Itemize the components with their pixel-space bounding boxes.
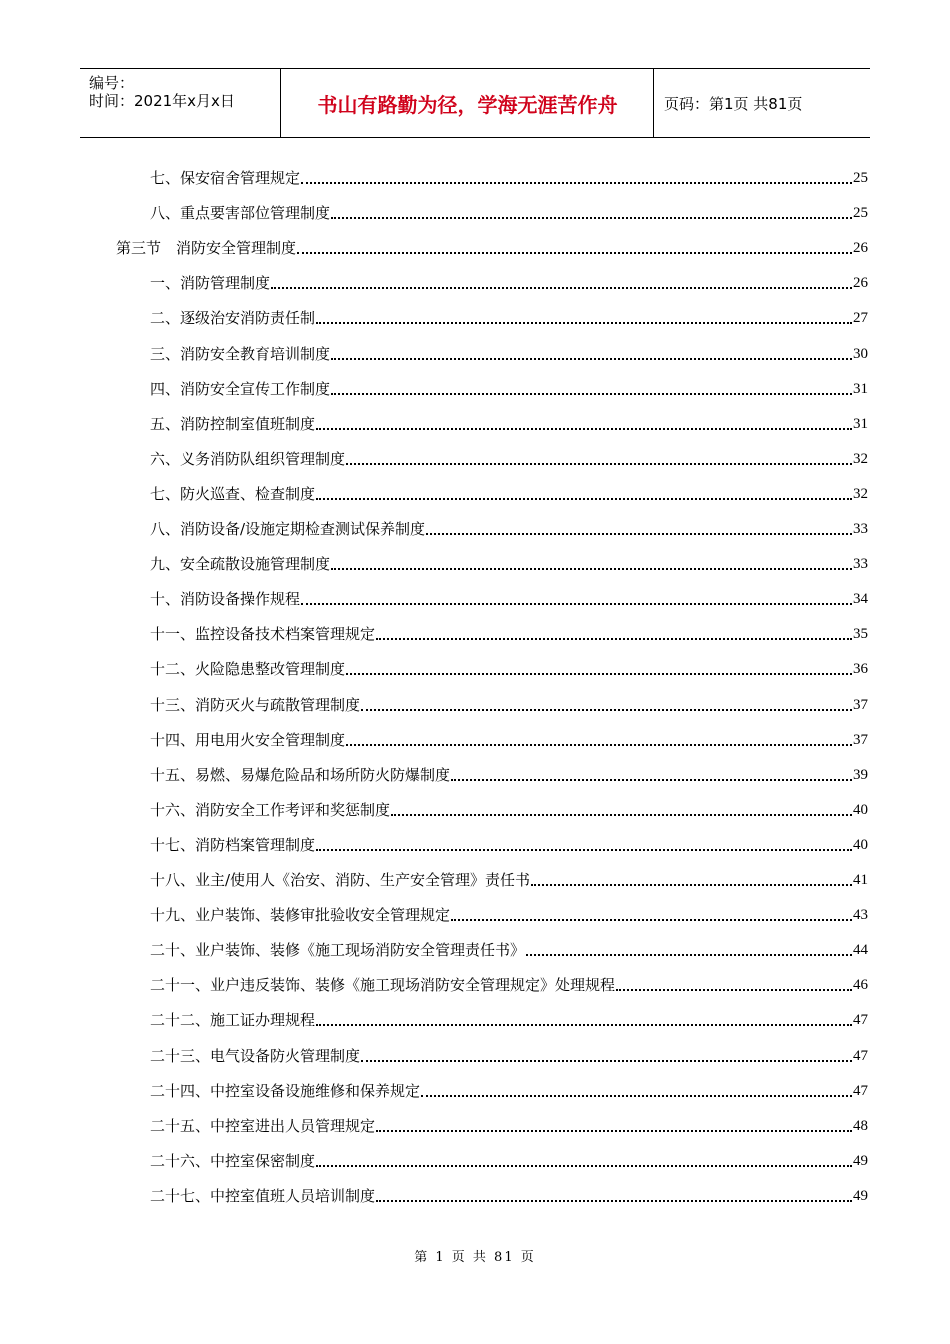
toc-dot-leader bbox=[316, 321, 852, 324]
toc-entry-page: 33 bbox=[853, 521, 868, 537]
toc-entry-page: 49 bbox=[853, 1152, 868, 1169]
toc-entry-title: 二十四、中控室设备设施维修和保养规定 bbox=[150, 1081, 421, 1100]
toc-entry[interactable] bbox=[150, 1076, 868, 1100]
toc-dot-leader bbox=[421, 1094, 852, 1097]
toc-dot-leader bbox=[451, 918, 852, 921]
toc-dot-leader bbox=[297, 251, 852, 254]
toc-entry[interactable] bbox=[150, 1181, 868, 1205]
toc-entry-page: 47 bbox=[853, 1012, 868, 1029]
toc-entry-page: 37 bbox=[853, 731, 868, 748]
toc-entry-page: 31 bbox=[853, 380, 868, 397]
toc-dot-leader bbox=[376, 637, 852, 640]
toc-entry-title: 八、消防设备/设施定期检查测试保养制度 bbox=[150, 520, 426, 538]
toc-entry-title: 九、安全疏散设施管理制度 bbox=[150, 555, 331, 574]
toc-entry-title: 二、逐级治安消防责任制 bbox=[150, 309, 316, 328]
toc-entry-title: 二十六、中控室保密制度 bbox=[150, 1151, 316, 1170]
toc-entry[interactable] bbox=[150, 584, 868, 608]
toc-dot-leader bbox=[316, 1164, 852, 1167]
toc-entry-title: 二十三、电气设备防火管理制度 bbox=[150, 1046, 361, 1065]
toc-entry-title: 十二、火险隐患整改管理制度 bbox=[150, 660, 346, 679]
toc-entry[interactable] bbox=[150, 339, 868, 363]
toc-entry[interactable] bbox=[150, 900, 868, 924]
toc-entry[interactable] bbox=[150, 163, 868, 187]
toc-entry-page: 41 bbox=[853, 872, 868, 888]
toc-entry[interactable] bbox=[150, 268, 868, 292]
toc-entry[interactable] bbox=[150, 970, 868, 994]
toc-entry-title: 十三、消防灭火与疏散管理制度 bbox=[150, 695, 361, 714]
toc-entry-title: 十六、消防安全工作考评和奖惩制度 bbox=[150, 800, 391, 819]
toc-dot-leader bbox=[361, 1059, 852, 1062]
toc-entry[interactable] bbox=[150, 795, 868, 819]
toc-entry-title: 十八、业主/使用人《治安、消防、生产安全管理》责任书 bbox=[150, 871, 531, 889]
toc-entry[interactable] bbox=[150, 479, 868, 503]
toc-dot-leader bbox=[616, 988, 852, 991]
toc-entry-title: 六、义务消防队组织管理制度 bbox=[150, 449, 346, 468]
toc-entry-title: 八、重点要害部位管理制度 bbox=[150, 204, 331, 223]
toc-dot-leader bbox=[331, 567, 852, 570]
toc-dot-leader bbox=[316, 427, 852, 430]
toc-entry-page: 26 bbox=[853, 275, 868, 292]
toc-entry-title: 四、消防安全宣传工作制度 bbox=[150, 379, 331, 398]
toc-dot-leader bbox=[376, 1199, 852, 1202]
toc-entry-title: 十七、消防档案管理制度 bbox=[150, 835, 316, 854]
header-meta bbox=[80, 69, 281, 137]
toc-entry-page: 26 bbox=[853, 240, 868, 257]
toc-dot-leader bbox=[526, 953, 852, 956]
toc-entry-page: 49 bbox=[853, 1187, 868, 1204]
toc-entry-page: 25 bbox=[853, 205, 868, 222]
toc-entry[interactable] bbox=[150, 725, 868, 749]
toc-entry-title: 十、消防设备操作规程 bbox=[150, 590, 301, 609]
toc-dot-leader bbox=[451, 778, 852, 781]
toc-entry[interactable] bbox=[150, 374, 868, 398]
toc-entry[interactable] bbox=[150, 444, 868, 468]
toc-entry-title: 十一、监控设备技术档案管理规定 bbox=[150, 625, 376, 644]
toc-entry[interactable] bbox=[150, 830, 868, 854]
toc-entry-page: 46 bbox=[853, 977, 868, 994]
toc-entry-page: 33 bbox=[853, 556, 868, 573]
toc-entry-page: 47 bbox=[853, 1047, 868, 1064]
toc-entry[interactable] bbox=[150, 409, 868, 433]
toc-entry-page: 35 bbox=[853, 626, 868, 643]
toc-dot-leader bbox=[301, 181, 852, 184]
toc-dot-leader bbox=[316, 1023, 852, 1026]
toc-entry-title: 五、消防控制室值班制度 bbox=[150, 414, 316, 433]
toc-entry-page: 32 bbox=[853, 485, 868, 502]
toc-dot-leader bbox=[531, 883, 852, 886]
page-footer: 第 1 页 共 81 页 bbox=[414, 1250, 536, 1265]
toc-entry-page: 47 bbox=[853, 1082, 868, 1099]
toc-entry-page: 48 bbox=[853, 1117, 868, 1134]
toc-dot-leader bbox=[331, 357, 852, 360]
toc-entry[interactable] bbox=[150, 549, 868, 573]
toc-entry-page: 32 bbox=[853, 450, 868, 467]
toc-entry-title: 十九、业户装饰、装修审批验收安全管理规定 bbox=[150, 906, 451, 925]
toc-entry[interactable] bbox=[150, 690, 868, 714]
header-page-info: 页码：第1页 共81页 bbox=[664, 94, 803, 113]
toc-dot-leader bbox=[271, 286, 852, 289]
toc-dot-leader bbox=[346, 672, 852, 675]
toc-entry-title: 一、消防管理制度 bbox=[150, 274, 271, 293]
toc-entry[interactable] bbox=[150, 1146, 868, 1170]
toc-entry[interactable] bbox=[150, 198, 868, 222]
toc-entry-page: 30 bbox=[853, 345, 868, 362]
toc-entry[interactable] bbox=[150, 654, 868, 678]
toc-entry[interactable] bbox=[150, 514, 868, 538]
toc-dot-leader bbox=[361, 708, 852, 711]
toc-entry-page: 36 bbox=[853, 661, 868, 678]
toc-entry-title: 二十二、施工证办理规程 bbox=[150, 1011, 316, 1030]
toc-dot-leader bbox=[316, 848, 852, 851]
toc-entry-page: 25 bbox=[853, 170, 868, 186]
toc-entry[interactable] bbox=[150, 935, 868, 959]
toc-entry-title: 三、消防安全教育培训制度 bbox=[150, 344, 331, 363]
toc-dot-leader bbox=[376, 1129, 852, 1132]
toc-entry-page: 37 bbox=[853, 696, 868, 713]
toc-entry-title: 二十、业户装饰、装修《施工现场消防安全管理责任书》 bbox=[150, 941, 526, 960]
toc-entry[interactable] bbox=[150, 760, 868, 784]
toc-entry-title: 七、保安宿舍管理规定 bbox=[150, 169, 301, 187]
toc-dot-leader bbox=[426, 532, 852, 535]
toc-entry-page: 27 bbox=[853, 310, 868, 327]
toc-entry-page: 43 bbox=[853, 907, 868, 924]
toc-entry-title: 第三节 消防安全管理制度 bbox=[116, 239, 297, 258]
header-motto: 书山有路勤为径，学海无涯苦作舟 bbox=[282, 69, 654, 137]
page-header bbox=[80, 68, 870, 138]
toc-entry[interactable] bbox=[150, 1005, 868, 1029]
toc-entry-title: 二十五、中控室进出人员管理规定 bbox=[150, 1116, 376, 1135]
toc-dot-leader bbox=[316, 497, 852, 500]
toc-entry-title: 二十一、业户违反装饰、装修《施工现场消防安全管理规定》处理规程 bbox=[150, 976, 616, 995]
toc-entry-page: 34 bbox=[853, 591, 868, 608]
toc-entry[interactable] bbox=[150, 1111, 868, 1135]
toc-entry-page: 44 bbox=[853, 942, 868, 959]
toc-entry[interactable] bbox=[150, 865, 868, 889]
toc-entry-title: 十四、用电用火安全管理制度 bbox=[150, 730, 346, 749]
toc-entry-title: 七、防火巡查、检查制度 bbox=[150, 484, 316, 503]
toc-dot-leader bbox=[331, 392, 852, 395]
toc-entry-title: 十五、易燃、易爆危险品和场所防火防爆制度 bbox=[150, 765, 451, 784]
toc-entry-page: 40 bbox=[853, 801, 868, 818]
toc-entry[interactable] bbox=[116, 233, 868, 257]
toc-dot-leader bbox=[346, 743, 852, 746]
toc-entry[interactable] bbox=[150, 619, 868, 643]
toc-entry-page: 39 bbox=[853, 766, 868, 783]
toc-entry-page: 40 bbox=[853, 836, 868, 853]
toc-dot-leader bbox=[331, 216, 852, 219]
toc-dot-leader bbox=[301, 602, 852, 605]
toc-dot-leader bbox=[346, 462, 852, 465]
toc-entry-title: 二十七、中控室值班人员培训制度 bbox=[150, 1186, 376, 1205]
time-label: 时间：2021年x月x日 bbox=[89, 92, 235, 110]
toc-entry[interactable] bbox=[150, 1041, 868, 1065]
number-label: 编号： bbox=[89, 74, 135, 92]
toc-entry-page: 31 bbox=[853, 415, 868, 432]
toc-dot-leader bbox=[391, 813, 852, 816]
toc-entry[interactable] bbox=[150, 303, 868, 327]
